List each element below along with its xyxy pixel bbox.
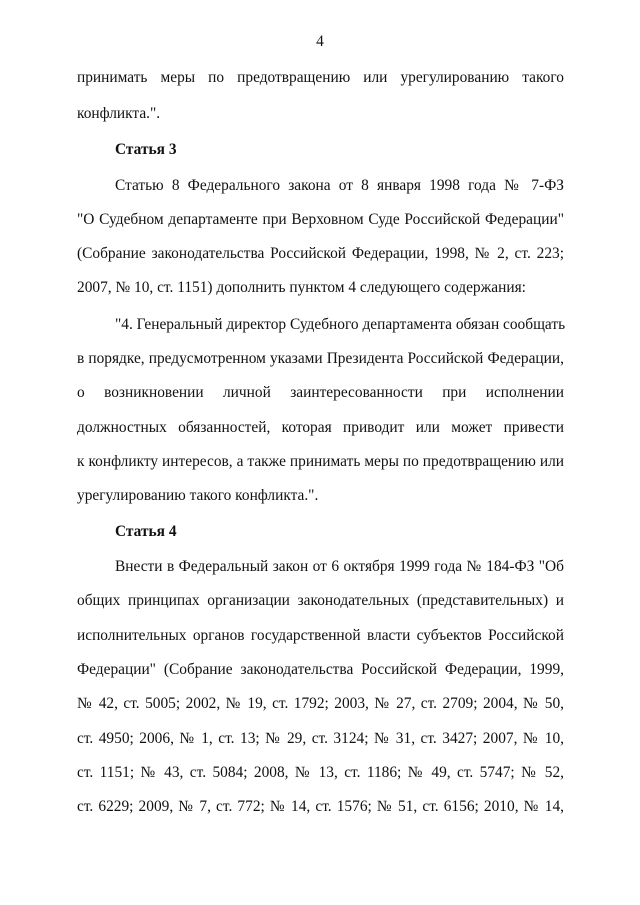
text-line: о возникновении личной заинтересованности при исполнении [77, 384, 564, 401]
article-heading: Статья 4 [115, 523, 177, 540]
article-heading: Статья 3 [115, 141, 177, 158]
text-line: к конфликту интересов, а также принимать меры по предотвращению или [77, 453, 564, 470]
page-number: 4 [316, 33, 324, 50]
text-line: Внести в Федеральный закон от 6 октября 1999 года № 184-ФЗ "Об [115, 558, 564, 575]
text-line: "4. Генеральный директор Судебного департамента обязан сообщать [115, 316, 566, 333]
text-line: урегулированию такого конфликта.". [77, 487, 319, 504]
text-line: ст. 6229; 2009, № 7, ст. 772; № 14, ст. 1576; № 51, ст. 6156; 2010, № 14, [77, 798, 564, 815]
text-line: (Собрание законодательства Российской Федерации, 1998, № 2, ст. 223; [77, 245, 564, 262]
text-line: 2007, № 10, ст. 1151) дополнить пунктом 4 следующего содержания: [77, 279, 526, 296]
text-line: Статью 8 Федерального закона от 8 января 1998 года № 7-ФЗ [115, 177, 564, 194]
text-line: ст. 1151; № 43, ст. 5084; 2008, № 13, ст. 1186; № 49, ст. 5747; № 52, [77, 764, 564, 781]
text-line: "О Судебном департаменте при Верховном Суде Российской Федерации" [77, 211, 564, 228]
text-line: Федерации" (Собрание законодательства Российской Федерации, 1999, [77, 661, 564, 678]
text-line: должностных обязанностей, которая приводит или может привести [77, 419, 564, 436]
text-line: принимать меры по предотвращению или урегулированию такого [77, 69, 564, 86]
text-line: конфликта.". [77, 105, 161, 122]
text-line: общих принципах организации законодательных (представительных) и [77, 592, 564, 609]
text-line: в порядке, предусмотренном указами Президента Российской Федерации, [77, 350, 564, 367]
text-line: № 42, ст. 5005; 2002, № 19, ст. 1792; 2003, № 27, ст. 2709; 2004, № 50, [77, 695, 564, 712]
text-line: ст. 4950; 2006, № 1, ст. 13; № 29, ст. 3124; № 31, ст. 3427; 2007, № 10, [77, 730, 564, 747]
text-line: исполнительных органов государственной власти субъектов Российской [77, 627, 564, 644]
